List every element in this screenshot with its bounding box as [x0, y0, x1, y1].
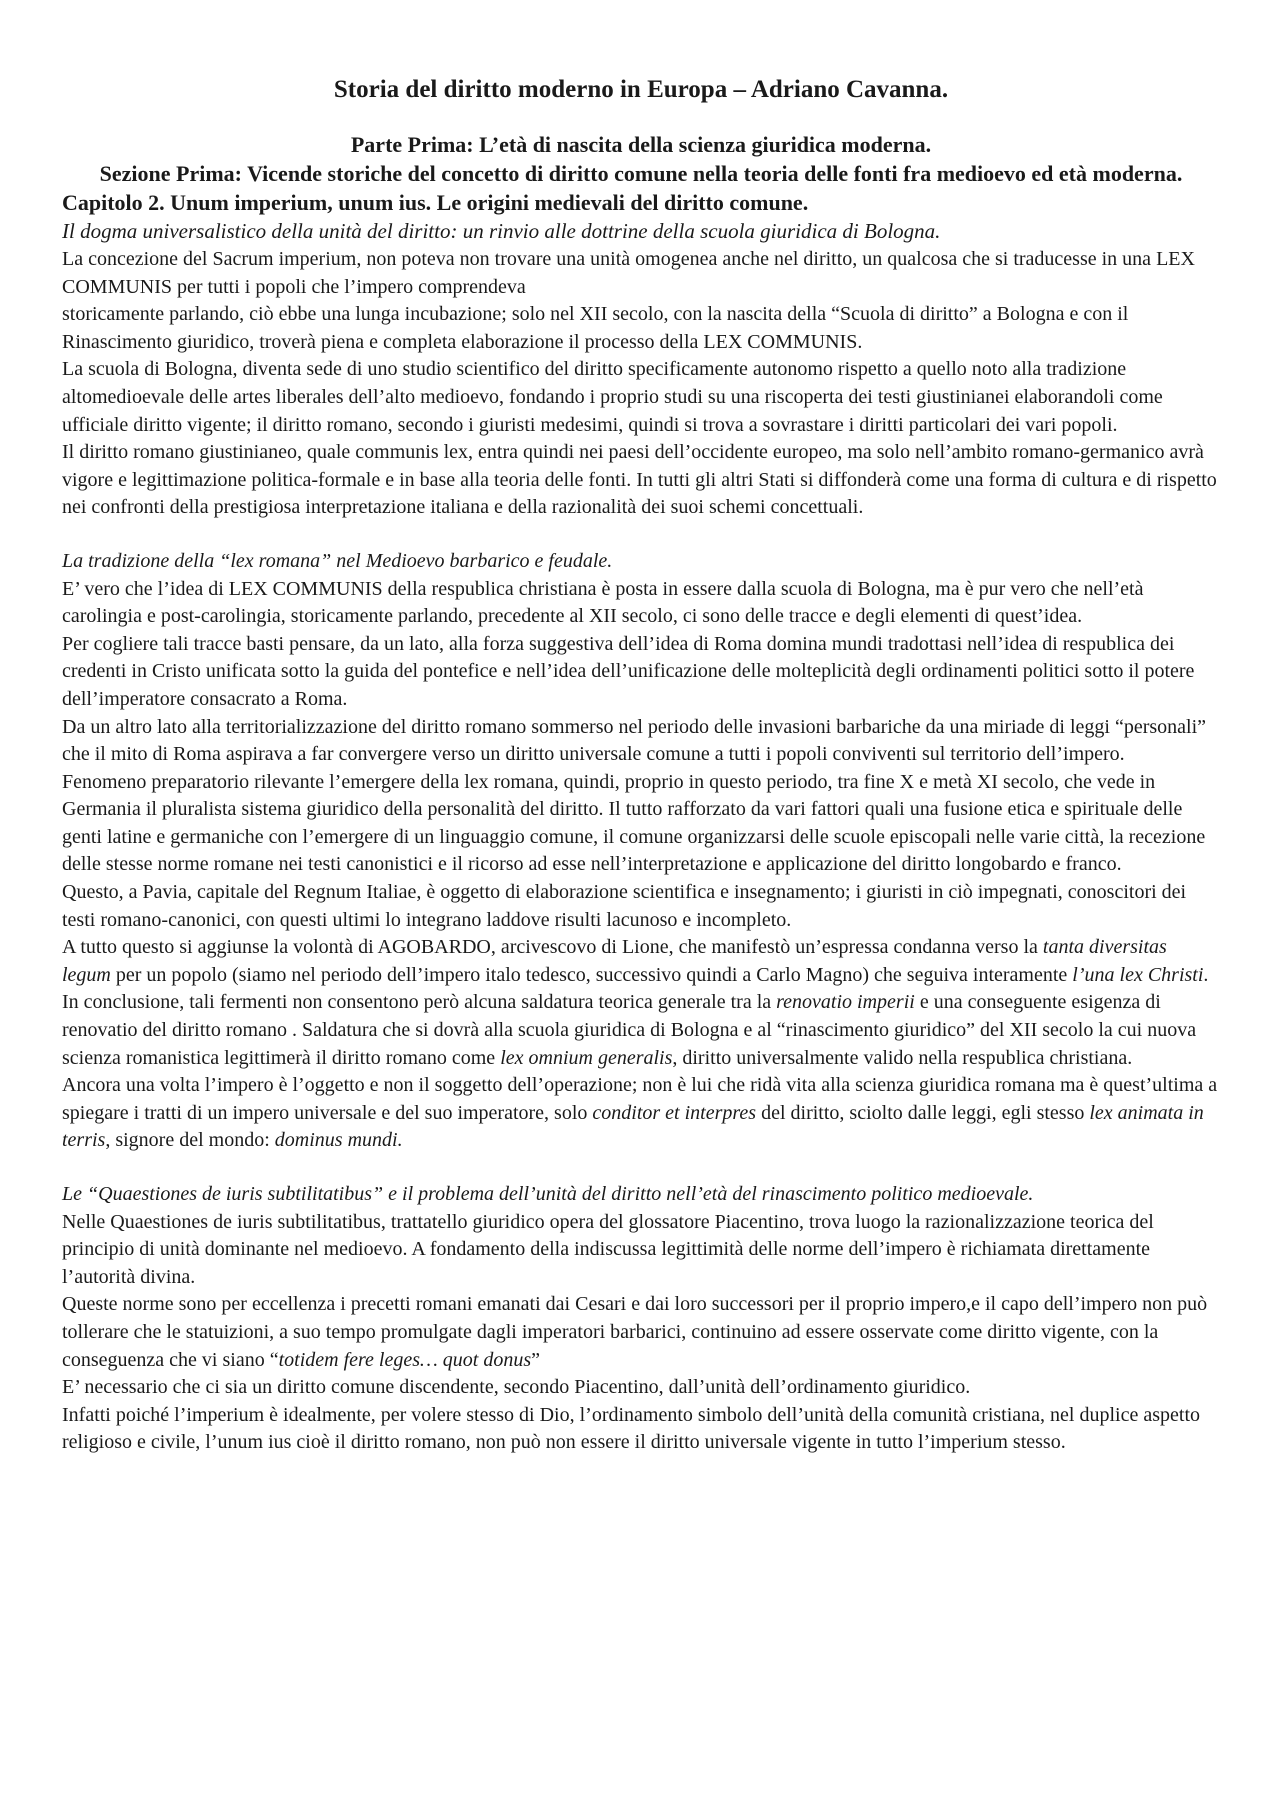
paragraph [62, 1291, 1220, 1374]
document-title: Storia del diritto moderno in Europa – Adriano Cavanna. [333, 76, 949, 103]
paragraph [62, 1072, 1220, 1155]
latin-phrase: tanta diversitas legum [62, 936, 1167, 986]
text-run: Queste norme sono per eccellenza i precetti romani emanati dai Cesari e dai loro successori per il proprio impero,e il capo dell’impero non può tollerare che le statuizioni, a suo tempo promulgate dagli imperatori barbarici, continuino ad essere osservate come diritto vigente, con la conseguenza che vi siano “ [62, 1293, 1208, 1371]
paragraph: Infatti poiché l’imperium è idealmente, per volere stesso di Dio, l’ordinamento simbolo dell’unità della comunità cristiana, nel duplice aspetto religioso e civile, l’unum ius cioè il diritto romano, non può non essere il diritto universale vigente in tutto l’imperium stesso. [62, 1403, 1200, 1454]
paragraph: Il diritto romano giustinianeo, quale communis lex, entra quindi nei paesi dell’occidente europeo, ma solo nell’ambito romano-germanico avrà vigore e legittimazione politica-formale e in base alla teoria delle fonti. In tutti gli altri Stati si diffonderà come una forma di cultura e di rispetto nei confronti della prestigiosa interpretazione italiana e della razionalità dei suoi schemi concettuali. [62, 441, 1217, 519]
paragraph [62, 989, 1220, 1072]
subsection-heading-2: La tradizione della “lex romana” nel Medioevo barbarico e feudale. [62, 549, 613, 572]
paragraph: E’ necessario che ci sia un diritto comune discendente, secondo Piacentino, dall’unità dell’ordinamento giuridico. [62, 1376, 971, 1399]
paragraph: storicamente parlando, ciò ebbe una lunga incubazione; solo nel XII secolo, con la nascita della “Scuola di diritto” a Bologna e con il Rinascimento giuridico, troverà piena e completa elaborazione il processo della LEX COMMUNIS. [62, 303, 1129, 353]
text-run: Ancora una volta l’impero è l’oggetto e non il soggetto dell’operazione; non è lui che ridà vita alla scienza giuridica romana ma è quest’ultima a spiegare i tratti di un impero universale e del suo imperatore, solo [62, 1074, 1218, 1124]
paragraph [62, 934, 1220, 989]
latin-phrase: lex animata in terris [62, 1101, 1204, 1152]
latin-phrase: l’una lex Christi [1072, 963, 1204, 986]
latin-phrase: totidem fere leges… quot donus [278, 1348, 532, 1371]
text-run: , diritto universalmente valido nella respublica christiana. [672, 1046, 1133, 1069]
paragraph: La concezione del Sacrum imperium, non poteva non trovare una unità omogenea anche nel diritto, un qualcosa che si traducesse in una LEX COMMUNIS per tutti i popoli che l’impero comprendeva [62, 248, 1195, 298]
paragraph: Nelle Quaestiones de iuris subtilitatibus, trattatello giuridico opera del glossatore Piacentino, trova luogo la razionalizzazione teorica del principio di unità dominante nel medioevo. A fondamento della indiscussa legittimità delle norme dell’impero è richiamata direttamente l’autorità divina. [62, 1210, 1154, 1288]
text-run: del diritto, sciolto dalle leggi, egli stesso [756, 1101, 1090, 1124]
text-run: In conclusione, tali fermenti non consentono però alcuna saldatura teorica generale tra la [62, 991, 777, 1014]
paragraph: Per cogliere tali tracce basti pensare, da un lato, alla forza suggestiva dell’idea di Roma domina mundi tradottasi nell’idea di respublica dei credenti in Cristo unificata sotto la guida del pontefice e nell’idea dell’unificazione delle molteplicità degli ordinamenti politici sotto il potere dell’imperatore consacrato a Roma. [62, 632, 1195, 710]
subsection-heading-1: Il dogma universalistico della unità del diritto: un rinvio alle dottrine della scuola giuridica di Bologna. [62, 219, 941, 243]
paragraph: Fenomeno preparatorio rilevante l’emergere della lex romana, quindi, proprio in questo periodo, tra fine X e metà XI secolo, che vede in Germania il pluralista sistema giuridico della personalità del diritto. Il tutto rafforzato da vari fattori quali una fusione etica e spirituale delle genti latine e germaniche con l’emergere di un linguaggio comune, il comune organizzarsi delle scuole episcopali nelle varie città, la recezione delle stesse norme romane nei testi canonistici e il ricorso ad esse nell’interpretazione e applicazione del diritto longobardo e franco. [62, 770, 1206, 876]
chapter-heading: Capitolo 2. Unum imperium, unum ius. Le origini medievali del diritto comune. [62, 190, 809, 215]
latin-phrase: conditor et interpres [592, 1101, 757, 1124]
text-run: ” [531, 1348, 541, 1371]
text-run: . [1203, 963, 1209, 986]
spacer [62, 522, 1220, 548]
paragraph: Questo, a Pavia, capitale del Regnum Italiae, è oggetto di elaborazione scientifica e insegnamento; i giuristi in ciò impegnati, conoscitori dei testi romano-canonici, con questi ultimi lo integrano laddove risulti lacunoso e incompleto. [62, 881, 1187, 931]
paragraph: E’ vero che l’idea di LEX COMMUNIS della respublica christiana è posta in essere dalla scuola di Bologna, ma è pur vero che nell’età carolingia e post-carolingia, storicamente parlando, precedente al XII secolo, ci sono delle tracce e degli elementi di quest’idea. [62, 577, 1144, 628]
paragraph: Da un altro lato alla territorializzazione del diritto romano sommerso nel periodo delle invasioni barbariche da una miriade di leggi “personali” che il mito di Roma aspirava a far convergere verso un diritto universale comune a tutti i popoli conviventi sul territorio dell’impero. [62, 715, 1207, 766]
section-heading: Sezione Prima: Vicende storiche del concetto di diritto comune nella teoria delle fonti fra medioevo ed età moderna. [99, 161, 1183, 186]
text-run: A tutto questo si aggiunse la volontà di AGOBARDO, arcivescovo di Lione, che manifestò un’espressa condanna verso la [62, 936, 1043, 959]
subsection-heading-3: Le “Quaestiones de iuris subtilitatibus” e il problema dell’unità del diritto nell’età del rinascimento politico medioevale. [62, 1183, 1034, 1205]
text-run: e una conseguente esigenza di renovatio del diritto romano . Saldatura che si dovrà alla scuola giuridica di Bologna e al “rinascimento giuridico” del XII secolo la cui nuova scienza romanistica legittimerà il diritto romano come [62, 991, 1197, 1069]
spacer [62, 1155, 1220, 1181]
text-run: , signore del mondo: [105, 1129, 275, 1152]
paragraph: La scuola di Bologna, diventa sede di uno studio scientifico del diritto specificamente autonomo rispetto a quello noto alla tradizione altomedioevale delle artes liberales dell’alto medioevo, fondando i proprio studi su una riscoperta dei testi giustinianei elaborandoli come ufficiale diritto vigente; il diritto romano, secondo i giuristi medesimi, quindi si trova a sovrastare i diritti particolari dei vari popoli. [62, 358, 1163, 436]
latin-phrase: renovatio imperii [776, 991, 915, 1014]
part-heading: Parte Prima: L’età di nascita della scienza giuridica moderna. [350, 132, 932, 157]
latin-phrase: dominus mundi. [274, 1129, 403, 1152]
latin-phrase: lex omnium generalis [500, 1046, 673, 1069]
text-run: per un popolo (siamo nel periodo dell’impero italo tedesco, successivo quindi a Carlo Magno) che seguiva interamente [110, 963, 1073, 986]
